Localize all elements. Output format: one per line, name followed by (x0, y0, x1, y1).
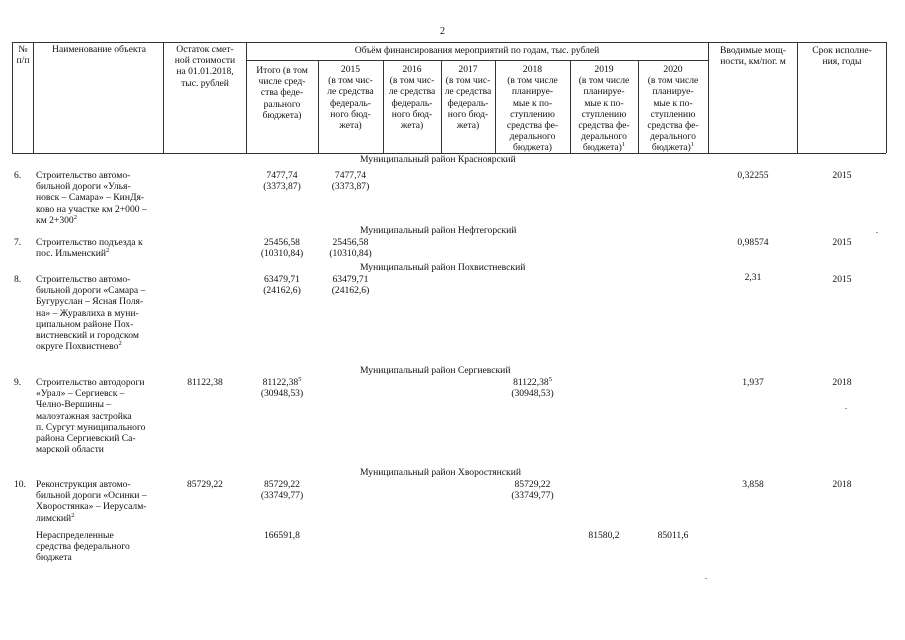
header-deadline: Срок исполне- ния, годы (812, 45, 872, 68)
row-object-name: Строительство подъезда к пос. Ильменский$^2$ (36, 237, 143, 260)
district-title: Муниципальный район Похвистневский (360, 262, 526, 273)
row-total: 85729,22 (33749,77) (260, 479, 304, 502)
district-title: Муниципальный район Хворостянский (360, 467, 521, 478)
row-object-name: Нераспределенные средства федерального бюджета (36, 530, 130, 564)
header-total: Итого (в том числе сред- ства феде- рального бюджета) (256, 65, 308, 121)
row-2015: 25456,58 (10310,84) (329, 237, 372, 260)
row-total: 25456,58 (10310,84) (260, 237, 304, 260)
row-deadline: 2015 (832, 170, 852, 181)
header-capacity: Вводимые мощ- ности, км/пог. м (719, 45, 787, 68)
row-remaining: 81122,38 (187, 377, 223, 388)
header-2020: 2020 (в том числе планируе- мые к по- ступлению средства фе- дерального бюджета)$^1$ (647, 64, 699, 154)
header-num: № п/п (16, 44, 30, 67)
row-total: 81122,38$^5$ (30948,53) (260, 376, 304, 400)
row-total: 166591,8 (264, 530, 300, 541)
row-deadline: 2018 (832, 479, 852, 490)
header-name: Наименование объекта (52, 44, 146, 55)
district-title: Муниципальный район Нефтегорский (360, 225, 517, 236)
scan-speck (845, 408, 847, 409)
row-number: 10. (14, 479, 26, 490)
district-title: Муниципальный район Сергиевский (360, 365, 511, 376)
row-object-name: Строительство автодороги «Урал» – Сергиевск – Челно-Вершины – малоэтажная застройка п. Сургут муниципального района Сергиевский Са- марской области (36, 377, 146, 456)
header-2015: 2015 (в том чис- ле средства федераль- ного бюд- жета) (327, 64, 374, 132)
row-remaining: 85729,22 (187, 479, 223, 490)
col-border-12 (886, 42, 887, 153)
row-deadline: 2018 (832, 377, 852, 388)
row-object-name: Строительство автомо- бильной дороги «Самара – Бугуруслан – Ясная Поля- на» – Журавлиха в муни- ципальном районе Пох- вистневский и городском округе Похвистнево$^2$ (36, 274, 146, 353)
row-total: 7477,74 (3373,87) (263, 170, 301, 193)
row-capacity: 0,98574 (737, 237, 769, 248)
row-2018: 85729,22 (33749,77) (511, 479, 554, 502)
row-deadline: 2015 (832, 237, 852, 248)
row-capacity: 1,937 (742, 377, 764, 388)
row-number: 8. (14, 274, 22, 285)
row-deadline: 2015 (832, 274, 852, 285)
row-total: 63479,71 (24162,6) (263, 274, 301, 297)
row-number: 7. (14, 237, 22, 248)
district-title: Муниципальный район Красноярский (360, 154, 516, 165)
header-2019: 2019 (в том числе планируе- мые к по- ступлению средства фе- дерального бюджета)$^1$ (578, 64, 630, 154)
row-capacity: 2,31 (744, 272, 762, 283)
scan-speck (876, 232, 878, 233)
row-2020: 85011,6 (657, 530, 689, 541)
header-2018: 2018 (в том числе планируе- мые к по- ступлению средства фе- дерального бюджета) (506, 64, 559, 154)
row-2015: 7477,74 (3373,87) (331, 170, 370, 193)
table-top-border (12, 42, 886, 43)
row-capacity: 0,32255 (737, 170, 769, 181)
row-object-name: Строительство автомо- бильной дороги «Улья- новск – Самара» – КинДя- ково на участке км 2+000 – км $2+300^2$ (36, 170, 147, 226)
header-remaining: Остаток смет- ной стоимости на 01.01.2018, тыс. рублей (174, 44, 236, 89)
row-number: 9. (14, 377, 22, 388)
row-number: 6. (14, 170, 22, 181)
header-2016: 2016 (в том чис- ле средства федераль- ного бюд- жета) (388, 64, 436, 132)
row-capacity: 3,858 (742, 479, 764, 490)
page-number: 2 (440, 26, 445, 37)
scan-speck (705, 578, 707, 579)
row-2019: 81580,2 (588, 530, 620, 541)
header-financing: Объём финансирования мероприятий по годам, тыс. рублей (354, 45, 600, 56)
header-2017: 2017 (в том чис- ле средства федераль- ного бюд- жета) (444, 64, 492, 132)
row-2015: 63479,71 (24162,6) (331, 274, 370, 297)
row-object-name: Реконструкция автомо- бильной дороги «Осинки – Хворостянка» – Иерусалм- лимский$^2$ (36, 479, 147, 524)
row-2018: 81122,38$^5$ (30948,53) (511, 376, 554, 400)
